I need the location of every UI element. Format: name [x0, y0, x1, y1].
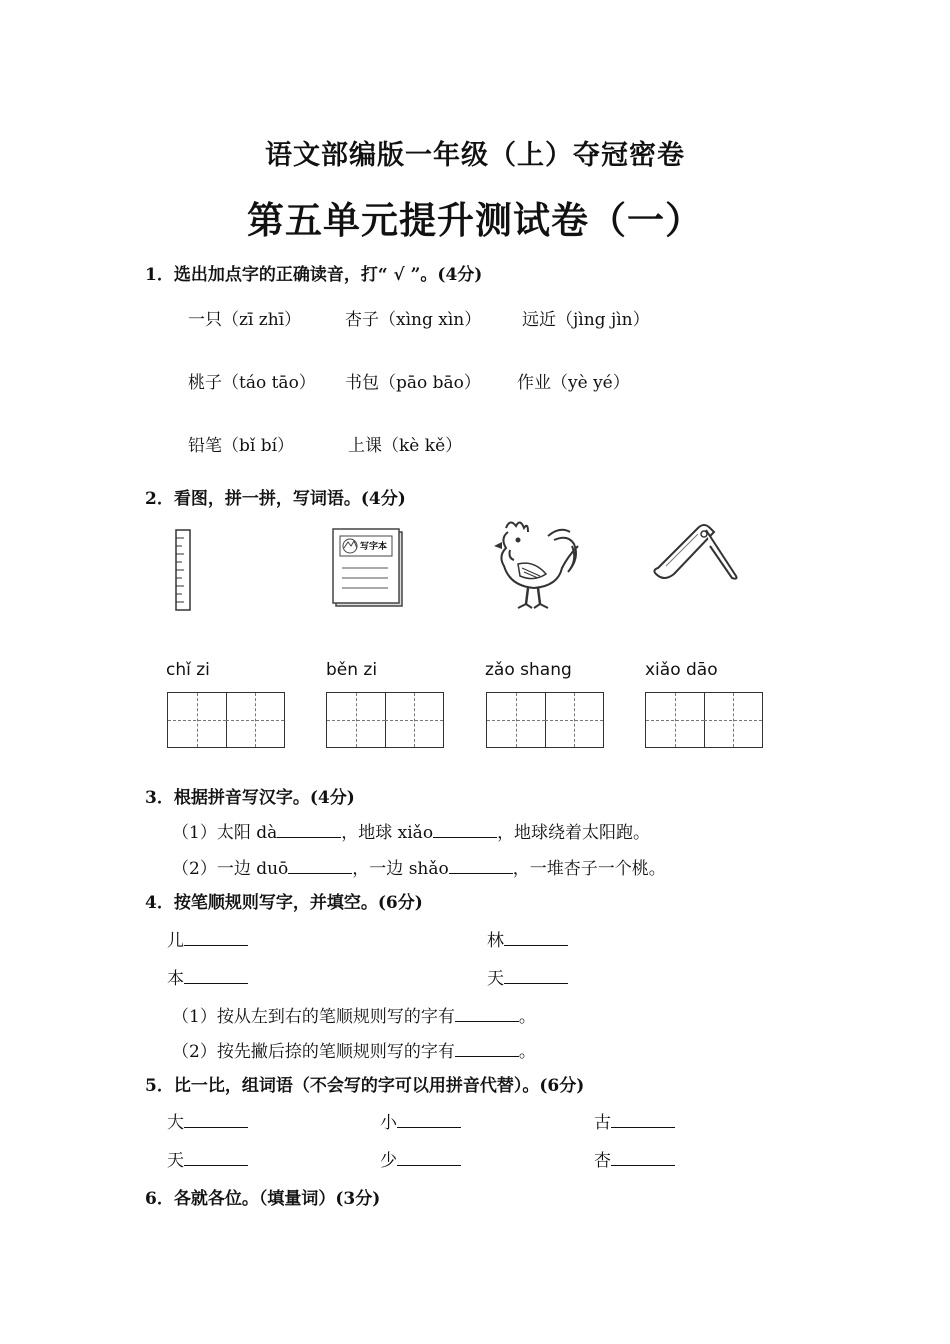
- notebook-icon: [330, 526, 406, 608]
- q5-char: 少: [380, 1151, 397, 1171]
- q4-char-row: [167, 926, 248, 951]
- rooster-icon: [488, 516, 582, 616]
- q5-char-row: [380, 1108, 461, 1133]
- answer-blank[interactable]: [449, 859, 513, 874]
- answer-blank[interactable]: [184, 1113, 248, 1128]
- writing-grid[interactable]: [326, 692, 444, 748]
- q6-heading: 6．各就各位。（填量词）(3分): [145, 1189, 381, 1209]
- q3-line-2-text: （2）一边 duō: [172, 859, 289, 879]
- q1-item: 铅笔（bǐ bí）: [188, 436, 295, 456]
- q2-pinyin: zǎo shang: [485, 660, 572, 680]
- exam-subtitle: 语文部编版一年级（上）夺冠密卷: [265, 140, 685, 171]
- q5-char: 杏: [594, 1151, 611, 1171]
- q4-char-row: [487, 964, 568, 989]
- exam-title: 第五单元提升测试卷（一）: [247, 198, 703, 242]
- q4-sub-text: 。: [518, 1042, 536, 1062]
- answer-blank[interactable]: [455, 1042, 519, 1057]
- q5-char: 天: [167, 1151, 184, 1171]
- answer-blank[interactable]: [184, 1151, 248, 1166]
- q5-char-row: [167, 1146, 248, 1171]
- q3-line-2-text: ，一边 shǎo: [352, 859, 449, 879]
- q1-heading: 1．选出加点字的正确读音，打“ √ ”。(4分): [145, 265, 483, 285]
- writing-grid[interactable]: [167, 692, 285, 748]
- answer-blank[interactable]: [288, 859, 352, 874]
- q1-item: 书包（pāo bāo）: [345, 373, 481, 393]
- answer-blank[interactable]: [504, 969, 568, 984]
- q4-char: 天: [487, 969, 504, 989]
- answer-blank[interactable]: [184, 931, 248, 946]
- q2-heading: 2．看图，拼一拼，写词语。(4分): [145, 489, 406, 509]
- q4-char-row: [167, 964, 248, 989]
- q1-item: 杏子（xìng xìn）: [345, 310, 482, 330]
- q3-line-2: [172, 854, 666, 879]
- writing-grid[interactable]: [486, 692, 604, 748]
- q4-char-row: [487, 926, 568, 951]
- q2-pinyin: xiǎo dāo: [645, 660, 718, 680]
- answer-blank[interactable]: [611, 1151, 675, 1166]
- q4-sub-2: [172, 1037, 536, 1062]
- writing-grid[interactable]: [645, 692, 763, 748]
- q5-char: 小: [380, 1113, 397, 1133]
- answer-blank[interactable]: [397, 1151, 461, 1166]
- q3-line-1-text: ，地球绕着太阳跑。: [497, 823, 651, 843]
- q4-char: 本: [167, 969, 184, 989]
- answer-blank[interactable]: [397, 1113, 461, 1128]
- answer-blank[interactable]: [433, 823, 497, 838]
- q1-item: 上课（kè kě）: [348, 436, 463, 456]
- q1-item: 桃子（táo tāo）: [188, 373, 316, 393]
- answer-blank[interactable]: [277, 823, 341, 838]
- answer-blank[interactable]: [184, 969, 248, 984]
- q4-char: 林: [487, 931, 504, 951]
- q4-sub-text: （1）按从左到右的笔顺规则写的字有: [172, 1007, 455, 1027]
- q2-pinyin: běn zi: [326, 660, 378, 680]
- q5-char-row: [594, 1146, 675, 1171]
- q1-item: 远近（jìng jìn）: [522, 310, 650, 330]
- q3-line-2-text: ，一堆杏子一个桃。: [512, 859, 666, 879]
- answer-blank[interactable]: [611, 1113, 675, 1128]
- notebook-label: 写字本: [360, 542, 388, 552]
- answer-blank[interactable]: [455, 1007, 519, 1022]
- answer-blank[interactable]: [504, 931, 568, 946]
- q4-heading: 4．按笔顺规则写字，并填空。(6分): [145, 893, 423, 913]
- q3-line-1-text: ，地球 xiǎo: [341, 823, 434, 843]
- q5-heading: 5．比一比，组词语（不会写的字可以用拼音代替）。(6分): [145, 1076, 585, 1096]
- q4-sub-1: [172, 1002, 536, 1027]
- q3-heading: 3．根据拼音写汉字。(4分): [145, 788, 355, 808]
- q4-sub-text: 。: [518, 1007, 536, 1027]
- q5-char: 大: [167, 1113, 184, 1133]
- pocket-knife-icon: [648, 520, 740, 584]
- q1-item: 作业（yè yé）: [517, 373, 630, 393]
- q3-line-1: [172, 818, 650, 843]
- ruler-icon: [168, 526, 198, 614]
- q5-char-row: [594, 1108, 675, 1133]
- q4-char: 儿: [167, 931, 184, 951]
- q5-char-row: [380, 1146, 461, 1171]
- q5-char: 古: [594, 1113, 611, 1133]
- q5-char-row: [167, 1108, 248, 1133]
- q1-item: 一只（zī zhī）: [188, 310, 302, 330]
- q3-line-1-text: （1）太阳 dà: [172, 823, 278, 843]
- q2-pinyin: chǐ zi: [166, 660, 210, 680]
- q4-sub-text: （2）按先撇后捺的笔顺规则写的字有: [172, 1042, 455, 1062]
